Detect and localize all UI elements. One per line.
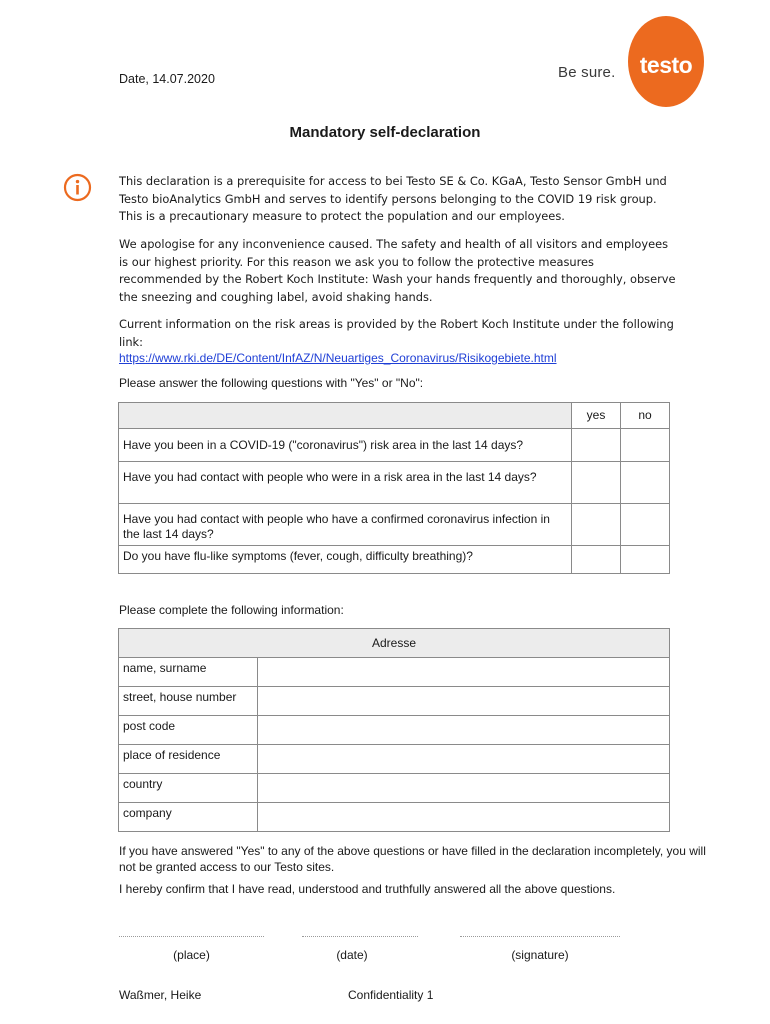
question-row <box>119 462 670 504</box>
company-input-cell[interactable] <box>258 803 670 832</box>
place-signature-line[interactable] <box>119 936 264 937</box>
rki-link[interactable]: https://www.rki.de/DE/Content/InfAZ/N/Neuartiges_Coronavirus/Risikogebiete.html <box>119 351 557 365</box>
apology-paragraph: We apologise for any inconvenience caused. The safety and health of all visitors and employees is our highest priority. For this reason we ask you to follow the protective measures recommended by the Robert Koch Institute: Wash your hands frequently and thoroughly, observe the sneezing and coughing label, avoid shaking hands. <box>119 237 676 304</box>
questions-table <box>118 402 670 574</box>
answer-no-cell[interactable] <box>621 462 670 504</box>
risk-info-paragraph: Current information on the risk areas is provided by the Robert Koch Institute under the following link: <box>119 317 674 349</box>
residence-input-cell[interactable] <box>258 745 670 774</box>
date-label: (date) <box>336 948 368 962</box>
address-table <box>118 628 670 832</box>
questions-header-blank <box>119 403 572 429</box>
name-input-cell[interactable] <box>258 658 670 687</box>
confirmation-statement: I hereby confirm that I have read, understood and truthfully answered all the above questions. <box>119 882 616 896</box>
address-row <box>119 716 670 745</box>
address-field-label: place of residence <box>119 745 258 774</box>
question-row <box>119 504 670 546</box>
questions-instruction: Please answer the following questions with "Yes" or "No": <box>119 376 424 390</box>
signature-label: (signature) <box>511 948 569 962</box>
questions-header-row <box>119 403 670 429</box>
answer-yes-cell[interactable] <box>572 429 621 462</box>
address-row <box>119 745 670 774</box>
address-row <box>119 658 670 687</box>
complete-info-label: Please complete the following information: <box>119 603 344 617</box>
address-field-label: name, surname <box>119 658 258 687</box>
document-date: Date, 14.07.2020 <box>119 72 215 86</box>
address-header: Adresse <box>119 629 670 658</box>
answer-yes-cell[interactable] <box>572 462 621 504</box>
brand-tagline: Be sure. <box>558 64 616 81</box>
info-icon <box>63 173 92 202</box>
street-input-cell[interactable] <box>258 687 670 716</box>
testo-logo-text: testo <box>639 52 693 78</box>
address-row <box>119 803 670 832</box>
address-field-label: post code <box>119 716 258 745</box>
country-input-cell[interactable] <box>258 774 670 803</box>
answer-no-cell[interactable] <box>621 504 670 546</box>
address-row <box>119 687 670 716</box>
signature-line[interactable] <box>460 936 620 937</box>
question-text: Have you had contact with people who were in a risk area in the last 14 days? <box>119 462 572 504</box>
address-field-label: company <box>119 803 258 832</box>
no-column-header: no <box>621 403 670 429</box>
answer-no-cell[interactable] <box>621 546 670 574</box>
address-field-label: country <box>119 774 258 803</box>
access-denial-note: If you have answered "Yes" to any of the above questions or have filled in the declaration incompletely, you will not be granted access to our Testo sites. <box>119 844 706 874</box>
answer-yes-cell[interactable] <box>572 504 621 546</box>
intro-paragraph: This declaration is a prerequisite for access to bei Testo SE & Co. KGaA, Testo Sensor GmbH und Testo bioAnalytics GmbH and serves to identify persons belonging to the COVID 19 risk group. This is a precautionary measure to protect the population and our employees. <box>119 174 667 224</box>
yes-column-header: yes <box>572 403 621 429</box>
question-row <box>119 546 670 574</box>
answer-no-cell[interactable] <box>621 429 670 462</box>
address-row <box>119 774 670 803</box>
answer-yes-cell[interactable] <box>572 546 621 574</box>
address-field-label: street, house number <box>119 687 258 716</box>
date-signature-line[interactable] <box>302 936 418 937</box>
footer-author: Waßmer, Heike <box>119 988 202 1002</box>
footer-classification: Confidentiality 1 <box>348 988 434 1002</box>
page-title: Mandatory self-declaration <box>289 124 481 141</box>
address-header-row <box>119 629 670 658</box>
question-row <box>119 429 670 462</box>
question-text: Do you have flu-like symptoms (fever, cough, difficulty breathing)? <box>119 546 572 574</box>
place-label: (place) <box>173 948 210 962</box>
postcode-input-cell[interactable] <box>258 716 670 745</box>
question-text: Have you had contact with people who have a confirmed coronavirus infection in the last 14 days? <box>119 504 572 546</box>
question-text: Have you been in a COVID-19 ("coronavirus") risk area in the last 14 days? <box>119 429 572 462</box>
